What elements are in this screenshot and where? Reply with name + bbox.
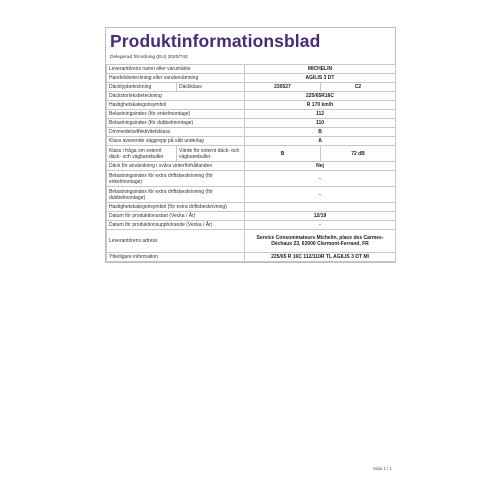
row-label: Däckstorleksbeteckning [107,92,245,101]
page-title: Produktinformationsblad [110,31,321,51]
row-value: A [245,137,396,146]
table-row [107,146,396,162]
row-label: Belastningsindex för extra driftsbeskrivning (för enkelmontage) [107,171,245,187]
table-row [107,187,396,203]
row-label: Handelsbeteckning eller varubenämning [107,74,245,83]
row-sublabel: Däckklass [177,83,245,92]
table-row [107,203,396,212]
row-value: B [245,146,321,162]
row-label: Drivmedelseffektivitetsklass [107,128,245,137]
row-value: 112 [245,110,396,119]
table-row [107,83,396,92]
row-value: 12/19 [245,212,396,221]
row-label: Hastighetskategorisymbol [107,101,245,110]
row-value: - [245,187,396,203]
row-label: Klass avseende väggrepp på vått underlag [107,137,245,146]
table-row [107,110,396,119]
table-row [107,171,396,187]
row-subvalue: 72 dB [321,146,396,162]
row-value: R 170 km/h [245,101,396,110]
row-label: Belastningsindex (för enkelmontage) [107,110,245,119]
table-row [107,119,396,128]
product-info-table [106,64,396,262]
row-label: Hastighetskategorisymbol (för extra driftsbeskrivning) [107,203,245,212]
row-value: 230527 [245,83,321,92]
table-row [107,221,396,230]
row-value: 225/65R16C [245,92,396,101]
sheet-header [106,28,395,64]
row-value: Service Consommateurs Michelin, place des Carmes-Déchaux 23, 63000 Clermont-Ferrand, FR [245,230,396,253]
row-label: Leverantörens adress [107,230,245,253]
row-value: - [245,171,396,187]
row-label: Belastningsindex för extra driftsbeskrivning (för dubbelmontage) [107,187,245,203]
row-value: 225/65 R 16C 112/110R TL AGILIS 3 DT MI [245,253,396,262]
row-value: - [245,221,396,230]
row-label: Datum för produktionsupphörande (Vecka / År) [107,221,245,230]
page-number: Sida 1 / 1 [373,466,393,471]
row-label: Leverantörens namn eller varumärke [107,65,245,74]
regulation-subtitle: Delegerad förordning (EU) 2020/740 [110,55,188,60]
table-row [107,137,396,146]
row-value: MICHELIN [245,65,396,74]
row-label: Belastningsindex (för dubbelmontage) [107,119,245,128]
table-row [107,128,396,137]
table-row [107,162,396,171]
row-value [245,203,396,212]
row-label: Däck för användning i svåra vinterförhållanden [107,162,245,171]
table-row [107,230,396,253]
table-row [107,253,396,262]
row-label: Däcktypbeteckning [107,83,177,92]
table-row [107,74,396,83]
table-row [107,212,396,221]
row-label: Ytterligare information [107,253,245,262]
table-row [107,92,396,101]
row-subvalue: C2 [321,83,396,92]
row-sublabel: Värde för externt däck- och vägbanebuller [177,146,245,162]
row-value: B [245,128,396,137]
row-value: AGILIS 3 DT [245,74,396,83]
row-value: Nej [245,162,396,171]
row-label: Datum för produktionsstart (Vecka / År) [107,212,245,221]
row-value: 110 [245,119,396,128]
row-label: Klass i fråga om externt däck- och vägbanebuller [107,146,177,162]
table-row [107,65,396,74]
product-information-sheet [105,27,396,263]
table-row [107,101,396,110]
